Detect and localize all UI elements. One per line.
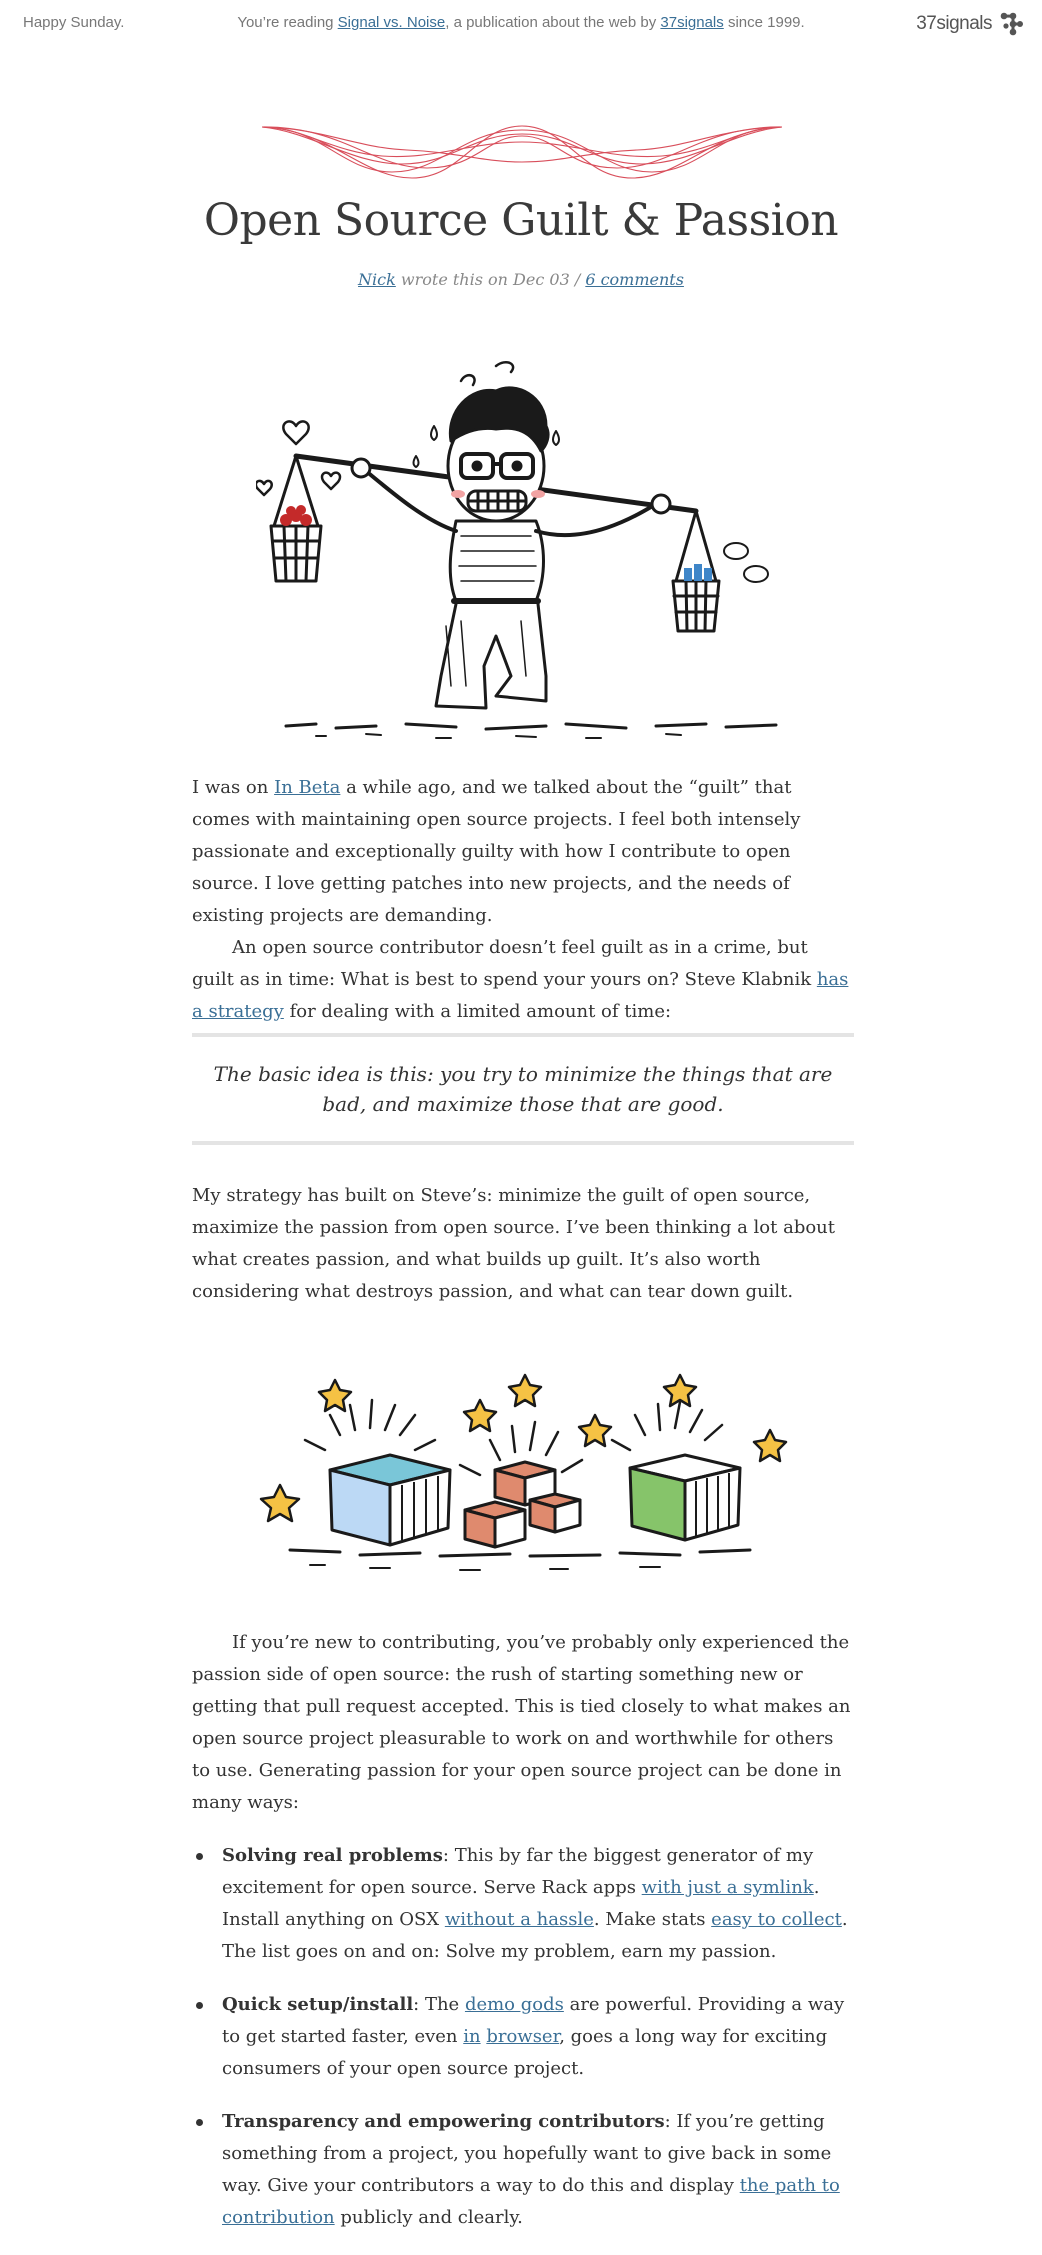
list-item-title: Solving real problems (222, 1845, 443, 1866)
easy-to-collect-link[interactable]: easy to collect (711, 1909, 842, 1930)
in-beta-link[interactable]: In Beta (274, 777, 341, 798)
passion-section (192, 1627, 854, 2255)
wave-ornament (262, 122, 782, 182)
37signals-logo-icon (998, 11, 1024, 37)
signal-vs-noise-link[interactable]: Signal vs. Noise (337, 14, 446, 31)
blockquote: The basic idea is this: you try to minimize the things that are bad, and maximize those that are good. (192, 1033, 854, 1145)
list-item (192, 1840, 854, 1968)
byline (0, 270, 1042, 289)
has-a-strategy-link[interactable]: has a strategy (192, 969, 849, 1022)
star-4 (509, 1375, 541, 1406)
list-item-text: : The (413, 1994, 465, 2015)
star-2 (319, 1380, 351, 1411)
list-item-text: . The list goes on and on: Solve my problem, earn my passion. (222, 1909, 848, 1962)
pub-middle: , a publication about the web by (445, 14, 661, 31)
star-1 (261, 1485, 299, 1521)
intro-p1-text-a: I was on (192, 777, 275, 798)
intro-p2-text-b: for dealing with a limited amount of time: (283, 1001, 672, 1022)
star-6 (664, 1375, 696, 1406)
passion-list (192, 1840, 854, 2234)
list-item-title: Transparency and empowering contributors (222, 2111, 665, 2132)
guilt-passion-illustration (256, 346, 786, 746)
intro-paragraph-1 (192, 772, 854, 932)
greeting: Happy Sunday. (23, 14, 125, 31)
intro-p2-text-a: An open source contributor doesn’t feel guilt as in a crime, but guilt as in time: What is best to spend your yours on? Steve Klabnik (192, 937, 817, 990)
list-item-text: : This by far the biggest generator of my excitement for open source. Serve Rack apps (222, 1845, 814, 1898)
star-7 (754, 1430, 786, 1461)
pub-suffix: since 1999. (723, 14, 805, 31)
newcomers-paragraph: If you’re new to contributing, you’ve probably only experienced the passion side of open source: the rush of starting something new or getting that pull request accepted. This is tied closely to what makes an open source project pleasurable to work on and worthwhile for others to use. Generating passion for your open source project can be done in many ways: (192, 1632, 851, 1813)
intro-p1-text-b: a while ago, and we talked about the “guilt” that comes with maintaining open source projects. I feel both intensely passionate and exceptionally guilty with how I contribute to open source. I love getting patches into new projects, and the needs of existing projects are demanding. (192, 777, 801, 926)
intro-paragraph-2 (192, 932, 854, 1028)
list-item-title: Quick setup/install (222, 1994, 414, 2015)
byline-date: wrote this on Dec 03 / (395, 270, 586, 289)
list-item (192, 2106, 854, 2234)
list-item-text: , goes a long way for exciting consumers of your open source project. (222, 2026, 828, 2079)
list-item-text: : If you’re getting something from a project, you hopefully want to give back in some way. Give your contributors a way to do this and display (222, 2111, 832, 2196)
boxes-stars-illustration (250, 1360, 795, 1580)
strategy-paragraph: My strategy has built on Steve’s: minimize the guilt of open source, maximize the passion from open source. I’ve been thinking a lot about what creates passion, and what builds up guilt. It’s also worth considering what destroys passion, and what can tear down guilt. (192, 1185, 836, 1302)
list-item (192, 1989, 854, 2085)
author-link[interactable]: Nick (358, 270, 396, 289)
publication-line (0, 14, 1042, 31)
strategy-section (192, 1180, 854, 1308)
brand-logo[interactable] (916, 11, 1024, 37)
list-item-text: publicly and clearly. (334, 2207, 523, 2228)
without-a-hassle-link[interactable]: without a hassle (444, 1909, 594, 1930)
pub-prefix: You’re reading (237, 14, 338, 31)
path-to-contribution-link[interactable]: the path to contribution (222, 2175, 840, 2228)
browser-link[interactable]: browser (486, 2026, 560, 2047)
top-bar (0, 0, 1042, 50)
comments-link[interactable]: 6 comments (585, 270, 684, 289)
demo-gods-link[interactable]: demo gods (464, 1994, 564, 2015)
symlink-link[interactable]: with just a symlink (641, 1877, 814, 1898)
37signals-link[interactable]: 37signals (660, 14, 724, 31)
star-5 (579, 1415, 611, 1446)
list-item-text: . Install anything on OSX (222, 1877, 820, 1930)
article-title: Open Source Guilt & Passion (203, 195, 839, 246)
in-link[interactable]: in (463, 2026, 481, 2047)
list-item-text: are powerful. Providing a way to get started faster, even (222, 1994, 845, 2047)
star-3 (464, 1400, 496, 1431)
intro-section (192, 772, 854, 1028)
brand-name: 37signals (916, 13, 992, 34)
list-item-text: . Make stats (593, 1909, 712, 1930)
